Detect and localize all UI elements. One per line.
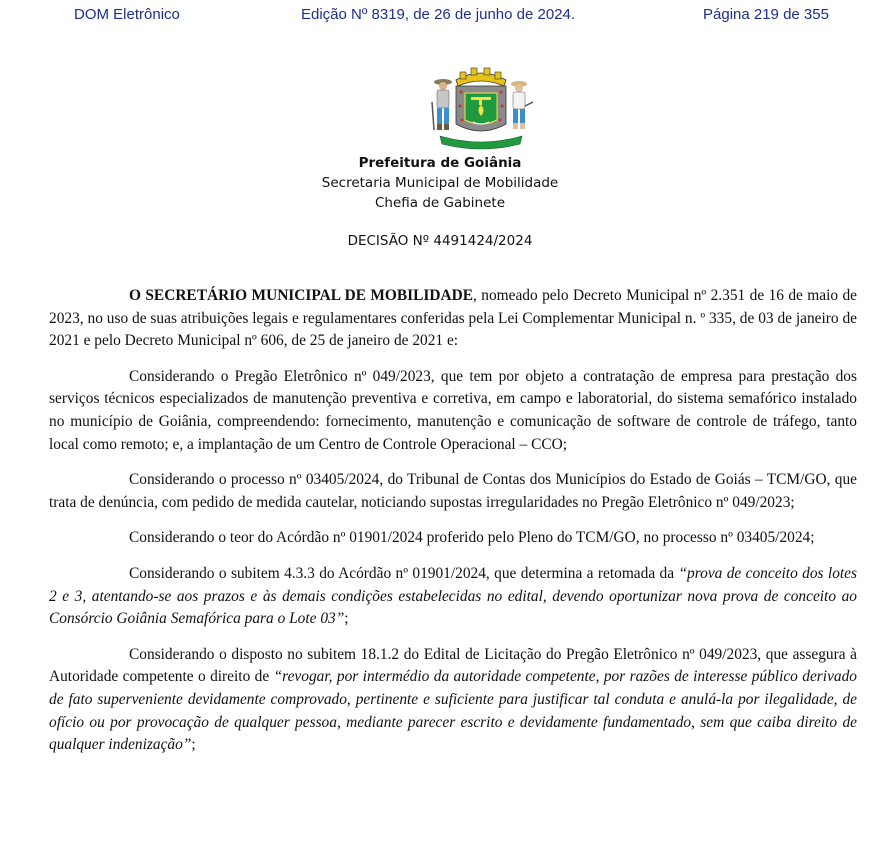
paragraph-text: Considerando o subitem 4.3.3 do Acórdão nº 01901/2024, que determina a retomada da (129, 564, 679, 582)
publication-name: DOM Eletrônico (74, 6, 180, 23)
department-name: Secretaria Municipal de Mobilidade (321, 175, 559, 191)
edition-info: Edição Nº 8319, de 26 de junho de 2024. (301, 6, 576, 23)
paragraph-end: ; (191, 736, 196, 754)
preamble-text: , nomeado pelo Decreto Municipal nº 2.351 de 16 de maio de 2023, no uso de suas atribuições legais e regulamentares conferidas pela Lei Complementar Municipal n. º 335, de 03 de janeiro de 2021 e pelo Decreto Municipal nº 606, de 25 de janeiro de 2021 e: (49, 287, 857, 350)
organization-name: Prefeitura de Goiânia (358, 155, 522, 171)
goiania-coat-of-arms-icon (426, 66, 536, 150)
considering-paragraph-5 (49, 644, 857, 757)
considering-paragraph-2: Considerando o processo nº 03405/2024, do Tribunal de Contas dos Municípios do Estado de Goiás – TCM/GO, que trata de denúncia, com pedido de medida cautelar, noticiando supostas irregularidades no Pregão Eletrônico nº 049/2023; (49, 471, 857, 511)
page-number: Página 219 de 355 (703, 6, 829, 23)
page-header (0, 4, 880, 24)
document-body (49, 285, 857, 770)
considering-paragraph-1: Considerando o Pregão Eletrônico nº 049/2023, que tem por objeto a contratação de empresa para prestação dos serviços técnicos especializados de manutenção preventiva e corretiva, em campo e laboratorial, do sistema semafórico instalado no município de Goiânia, compreendendo: fornecimento, manutenção e comunicação de software de controle de tráfego, tanto local como remoto; e, a implantação de um Centro de Controle Operacional – CCO; (49, 367, 857, 453)
paragraph-end: ; (344, 610, 349, 628)
quoted-text: “revogar, por intermédio da autoridade competente, por razões de interesse público derivado de fato superveniente devidamente comprovado, pertinente e suficiente para justificar tal conduta e anulá-la por ilegalidade, de ofício ou por provocação de qualquer pessoa, mediante parecer escrito e devidamente fundamentado, sem que caiba direito de qualquer indenização” (49, 668, 857, 754)
paragraph-text: Considerando o disposto no subitem 18.1.2 do Edital de Licitação do Pregão Eletrônico nº 049/2023, que assegura à Autoridade competente o direito de (49, 645, 857, 686)
preamble-paragraph (49, 285, 857, 353)
unit-name: Chefia de Gabinete (374, 195, 506, 211)
quoted-text: “prova de conceito dos lotes 2 e 3, atentando-se aos prazos e às demais condições estabelecidas no edital, devendo oportunizar nova prova de conceito ao Consórcio Goiânia Semafórica para o Lote 03” (49, 564, 857, 628)
considering-paragraph-3: Considerando o teor do Acórdão nº 01901/2024 proferido pelo Pleno do TCM/GO, no processo nº 03405/2024; (129, 529, 815, 547)
considering-paragraph-4 (49, 563, 857, 631)
authority-title: O SECRETÁRIO MUNICIPAL DE MOBILIDADE (129, 287, 473, 304)
decision-title: DECISÃO Nº 4491424/2024 (347, 233, 533, 249)
